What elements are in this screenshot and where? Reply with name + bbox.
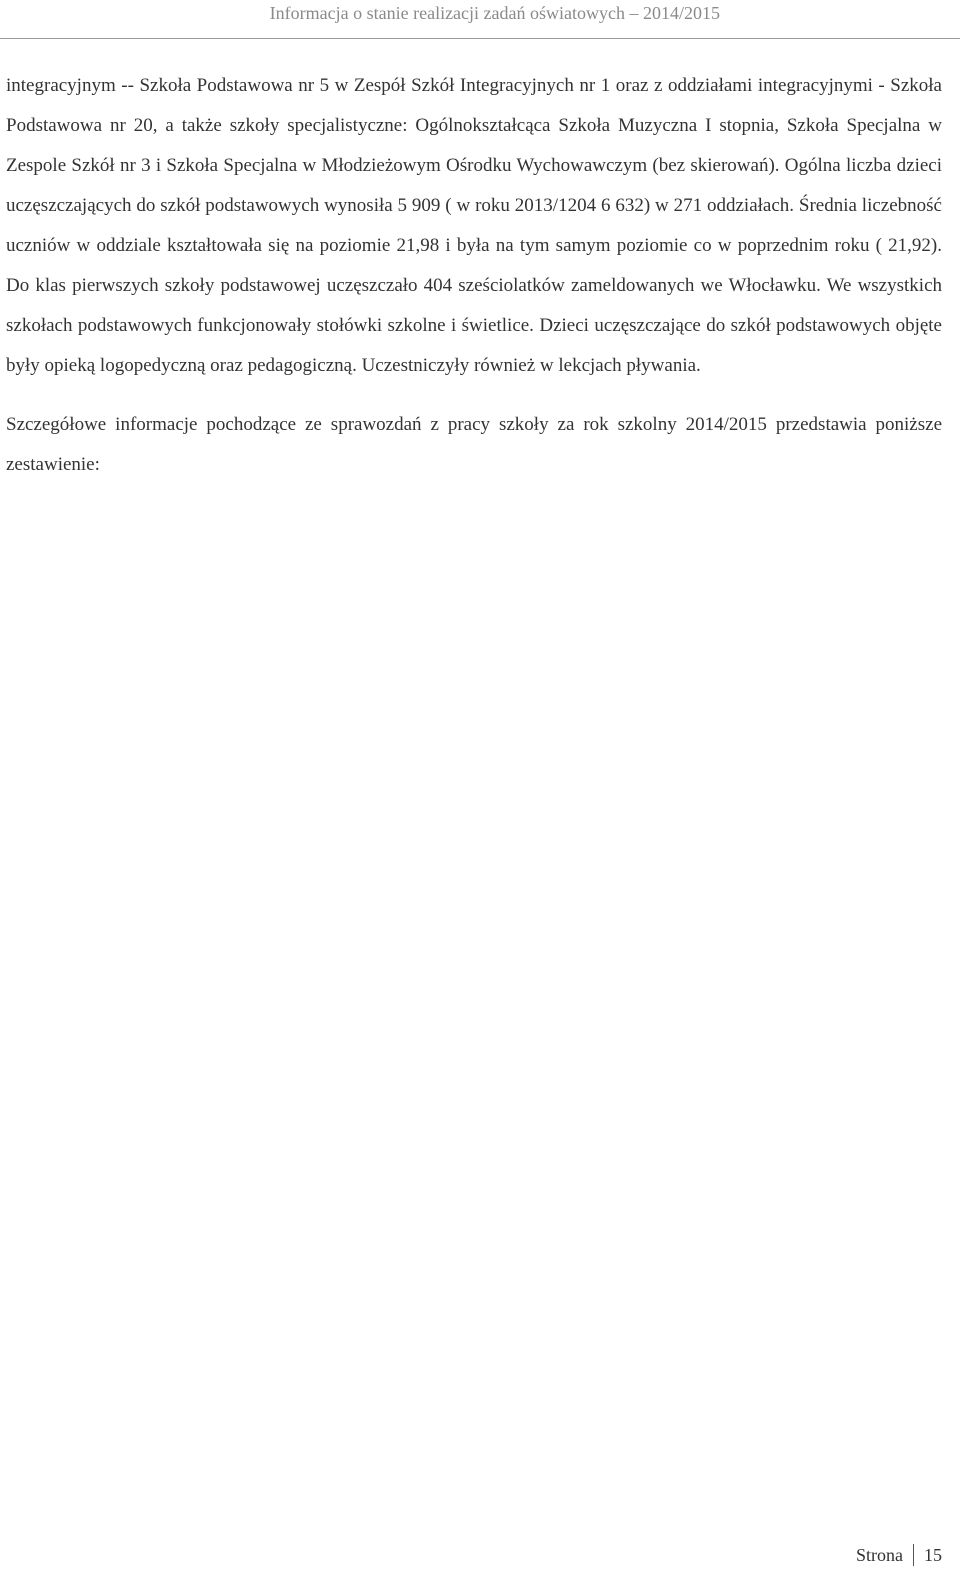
page-number: 15 <box>924 1544 942 1565</box>
footer-divider <box>913 1544 914 1566</box>
header-title: Informacja o stanie realizacji zadań oświatowych – 2014/2015 <box>269 3 720 23</box>
document-body <box>6 66 942 485</box>
page-label: Strona <box>856 1544 903 1565</box>
body-paragraph-1: integracyjnym -- Szkoła Podstawowa nr 5 w Zespół Szkół Integracyjnych nr 1 oraz z oddziałami integracyjnymi - Szkoła Podstawowa nr 20, a także szkoły specjalistyczne: Ogólnokształcąca Szkoła Muzyczna I stopnia, Szkoła Specjalna w Zespole Szkół nr 3 i Szkoła Specjalna w Młodzieżowym Ośrodku Wychowawczym (bez skierowań). Ogólna liczba dzieci uczęszczających do szkół podstawowych wynosiła 5 909 ( w roku 2013/1204 6 632) w 271 oddziałach. Średnia liczebność uczniów w oddziale kształtowała się na poziomie 21,98 i była na tym samym poziomie co w poprzednim roku ( 21,92). Do klas pierwszych szkoły podstawowej uczęszczało 404 sześciolatków zameldowanych we Włocławku. We wszystkich szkołach podstawowych funkcjonowały stołówki szkolne i świetlice. Dzieci uczęszczające do szkół podstawowych objęte były opieką logopedyczną oraz pedagogiczną. Uczestniczyły również w lekcjach pływania. <box>6 75 942 376</box>
page-header <box>0 0 960 40</box>
page-footer <box>856 1540 942 1570</box>
body-paragraph-2: Szczegółowe informacje pochodzące ze sprawozdań z pracy szkoły za rok szkolny 2014/2015 przedstawia poniższe zestawienie: <box>6 414 942 475</box>
header-divider <box>0 38 960 39</box>
